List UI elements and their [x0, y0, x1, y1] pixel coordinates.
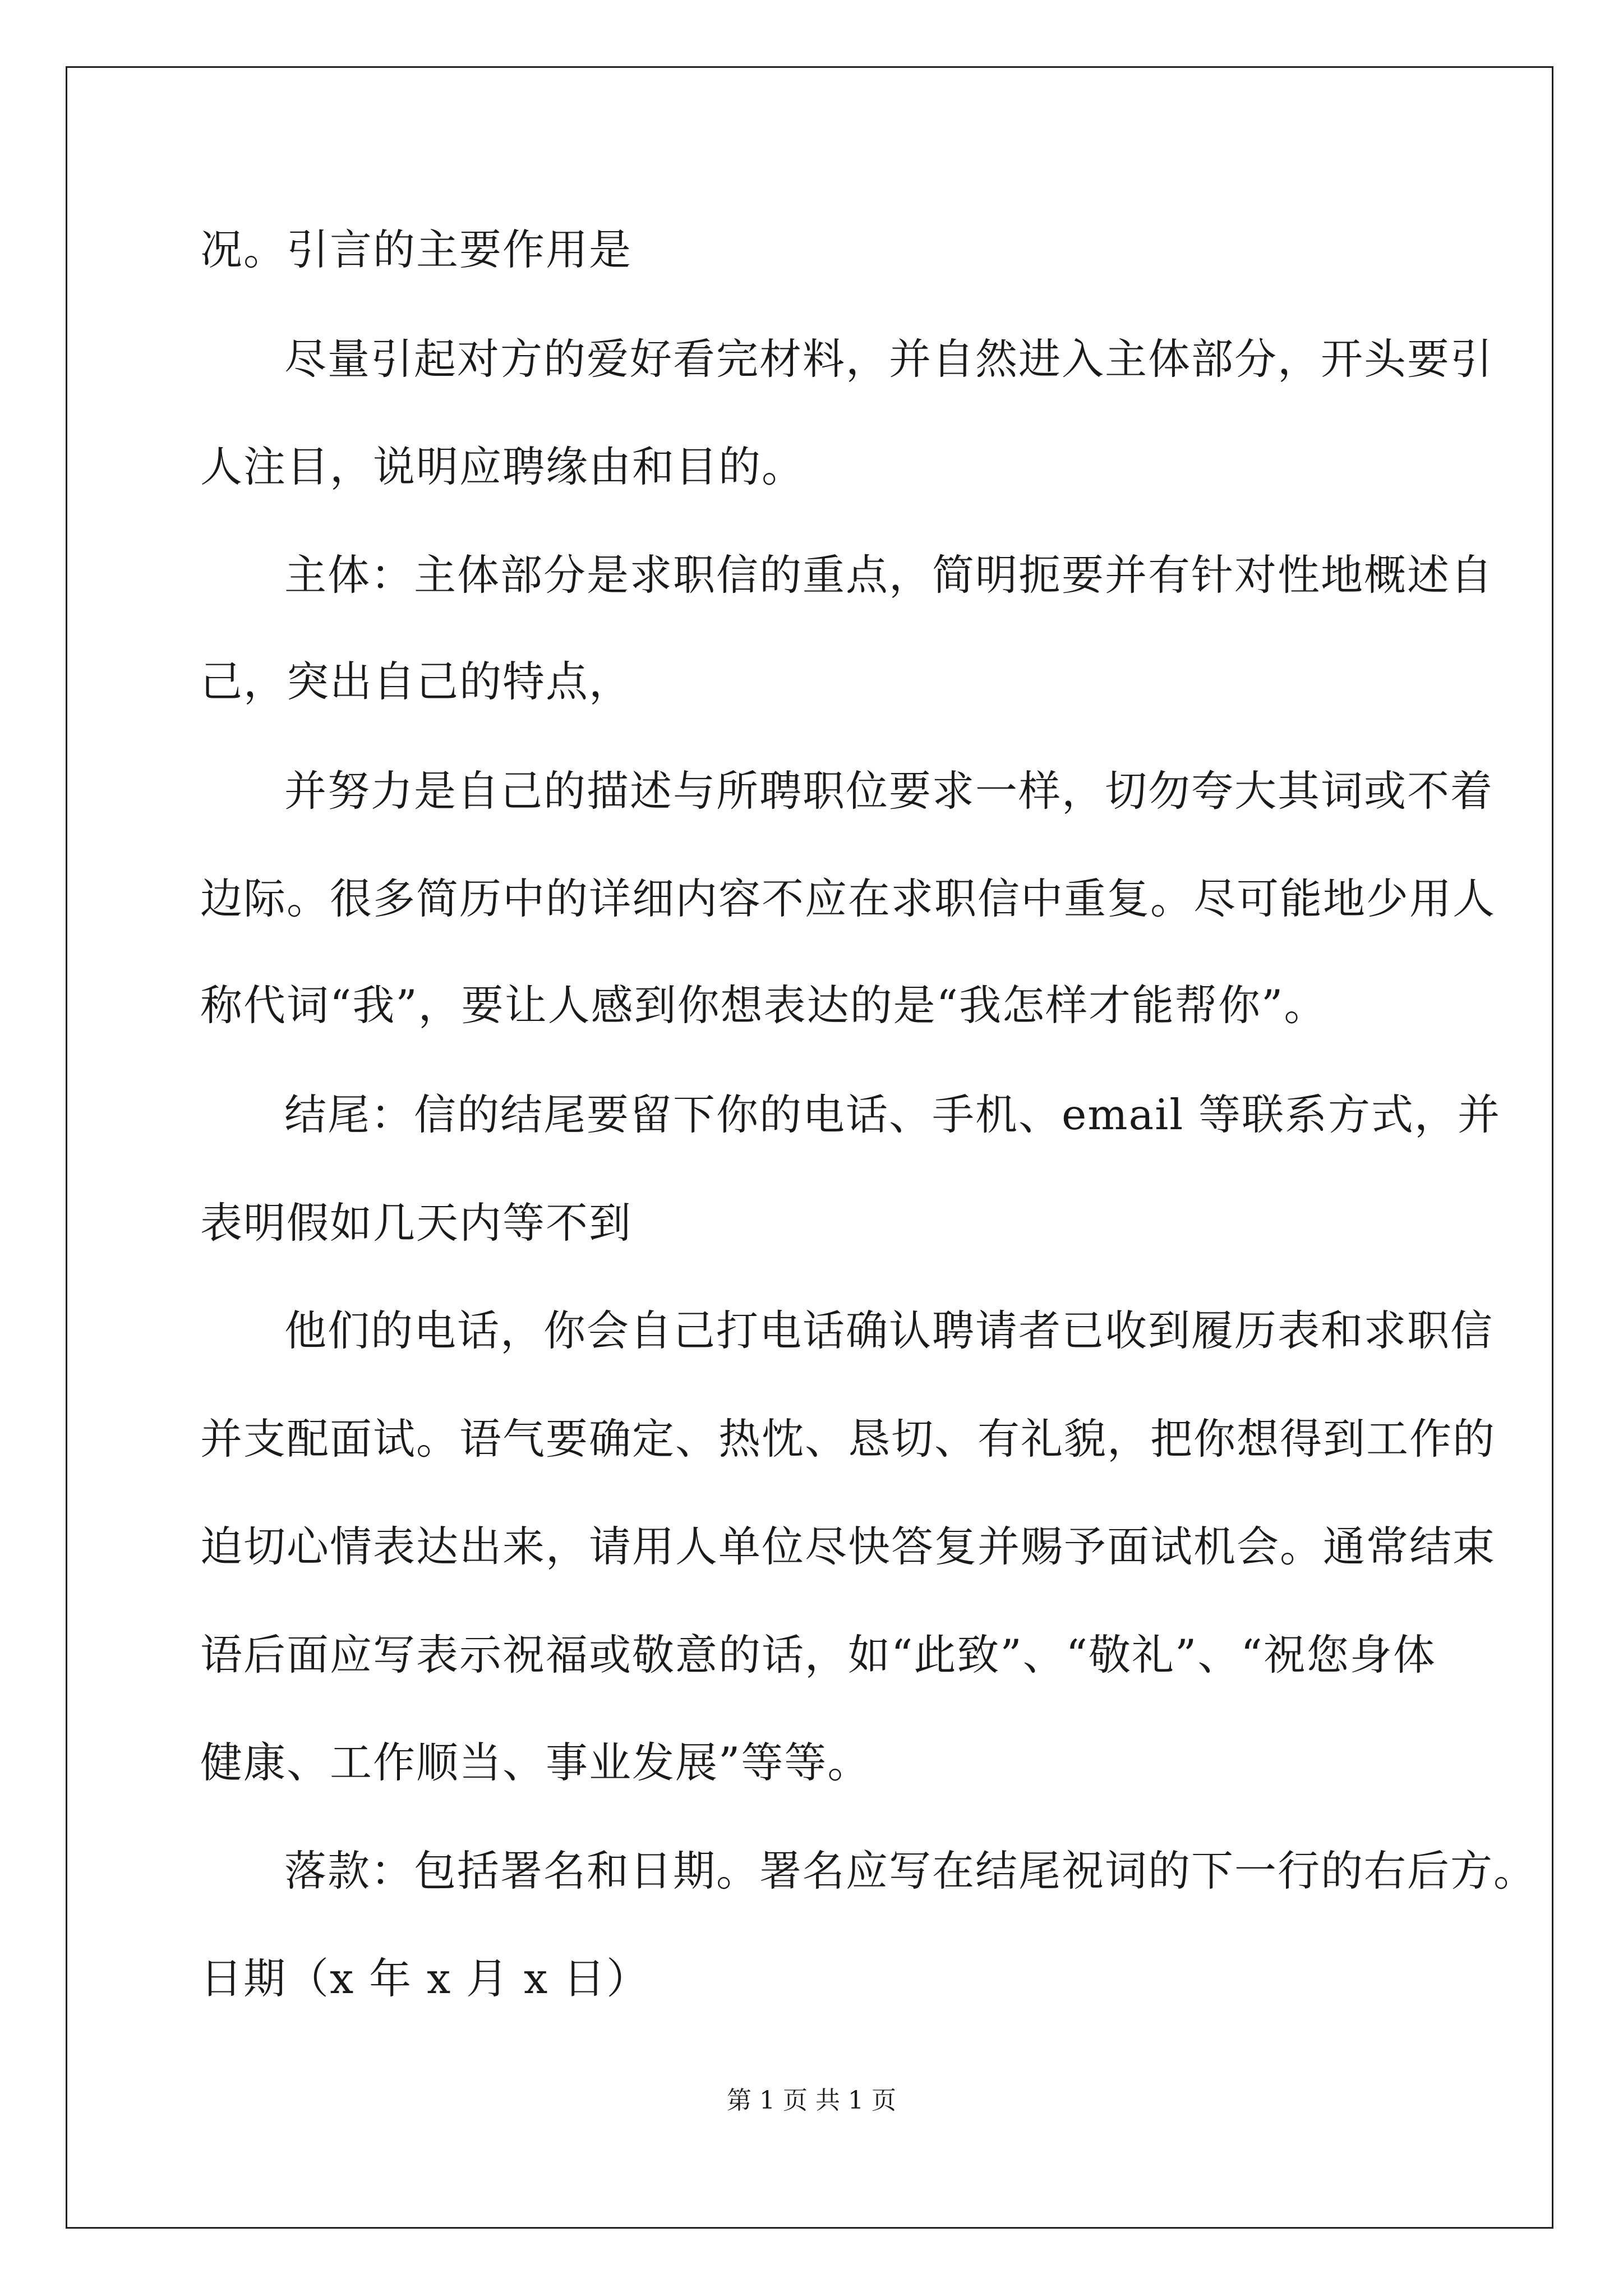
text-line: 健康、工作顺当、事业发展”等等。	[200, 1738, 871, 1787]
text-line: 况。引言的主要作用是	[200, 225, 633, 274]
text-line: 己，突出自己的特点，	[200, 657, 633, 706]
text-line: 并努力是自己的描述与所聘职位要求一样，切勿夸大其词或不着	[284, 766, 1494, 816]
text-line: 并支配面试。语气要确定、热忱、恳切、有礼貌，把你想得到工作的	[200, 1414, 1496, 1464]
text-line: 日期（x 年 x 月 x 日）	[200, 1954, 650, 2003]
text-line: 他们的电话，你会自己打电话确认聘请者已收到履历表和求职信	[284, 1306, 1494, 1355]
text-line: 人注目，说明应聘缘由和目的。	[200, 442, 805, 491]
text-line: 结尾：信的结尾要留下你的电话、手机、email 等联系方式，并	[284, 1090, 1501, 1139]
text-line: 语后面应写表示祝福或敬意的话，如“此致”、“敬礼”、“祝您身体	[200, 1630, 1436, 1680]
text-line: 边际。很多简历中的详细内容不应在求职信中重复。尽可能地少用人	[200, 874, 1496, 923]
text-line: 迫切心情表达出来，请用人单位尽快答复并赐予面试机会。通常结束	[200, 1522, 1496, 1571]
text-line: 表明假如几天内等不到	[200, 1198, 633, 1248]
text-line: 尽量引起对方的爱好看完材料，并自然进入主体部分，开头要引	[284, 334, 1494, 384]
page-number-footer: 第 1 页 共 1 页	[727, 2086, 896, 2115]
text-line: 主体：主体部分是求职信的重点，简明扼要并有针对性地概述自	[284, 550, 1494, 600]
text-line: 落款：包括署名和日期。署名应写在结尾祝词的下一行的右后方。	[284, 1846, 1537, 1895]
text-line: 称代词“我”，要让人感到你想表达的是“我怎样才能帮你”。	[200, 981, 1327, 1030]
page-border	[66, 66, 1553, 2229]
